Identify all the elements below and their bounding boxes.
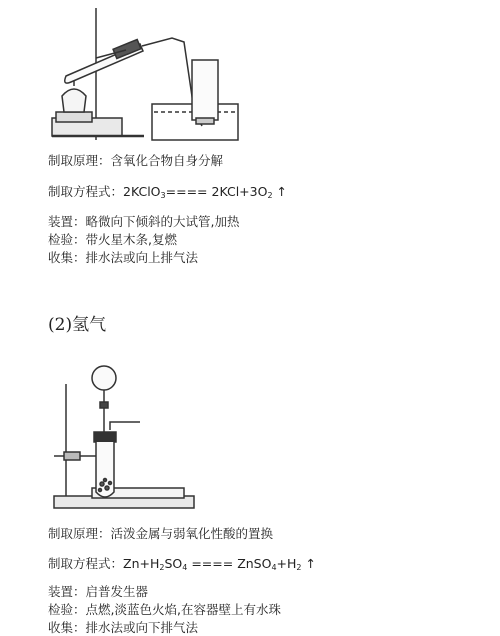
- oxygen-equation: [48, 184, 287, 204]
- equation-product: 2KCl+3O: [207, 184, 268, 199]
- equation-product: +H: [276, 556, 297, 571]
- equation-subscript: 2: [159, 563, 165, 572]
- equation-prefix: 制取方程式：: [48, 184, 124, 199]
- hydrogen-heading: (2)氢气: [48, 315, 107, 335]
- oxygen-test: 检验：带火星木条,复燃: [48, 232, 177, 247]
- equation-subscript: 4: [271, 563, 277, 572]
- gas-arrow-icon: ↑: [272, 184, 287, 199]
- equation-subscript: 2: [267, 191, 273, 200]
- equation-arrow: ====: [165, 184, 208, 199]
- equation-prefix: 制取方程式：: [48, 556, 124, 571]
- oxygen-apparatus: 装置：略微向下倾斜的大试管,加热: [48, 214, 240, 229]
- equation-reactant: SO: [164, 556, 183, 571]
- hydrogen-test: 检验：点燃,淡蓝色火焰,在容器壁上有水珠: [48, 602, 281, 617]
- equation-subscript: 4: [182, 563, 188, 572]
- equation-product: ZnSO: [237, 556, 272, 571]
- hydrogen-collection: 收集：排水法或向下排气法: [48, 620, 199, 635]
- hydrogen-apparatus: 装置：启普发生器: [48, 584, 149, 599]
- hydrogen-equation: [48, 556, 316, 576]
- equation-reactant: Zn+H: [123, 556, 160, 571]
- equation-subscript: 3: [160, 191, 166, 200]
- oxygen-apparatus-figure: [44, 0, 244, 148]
- oxygen-principle: 制取原理：含氧化合物自身分解: [48, 153, 224, 168]
- hydrogen-apparatus-figure: [44, 356, 204, 516]
- equation-arrow: ====: [187, 556, 238, 571]
- gas-arrow-icon: ↑: [301, 556, 316, 571]
- equation-subscript: 2: [296, 563, 302, 572]
- hydrogen-principle: 制取原理：活泼金属与弱氧化性酸的置换: [48, 526, 274, 541]
- oxygen-collection: 收集：排水法或向上排气法: [48, 250, 199, 265]
- equation-reactant: 2KClO: [123, 184, 161, 199]
